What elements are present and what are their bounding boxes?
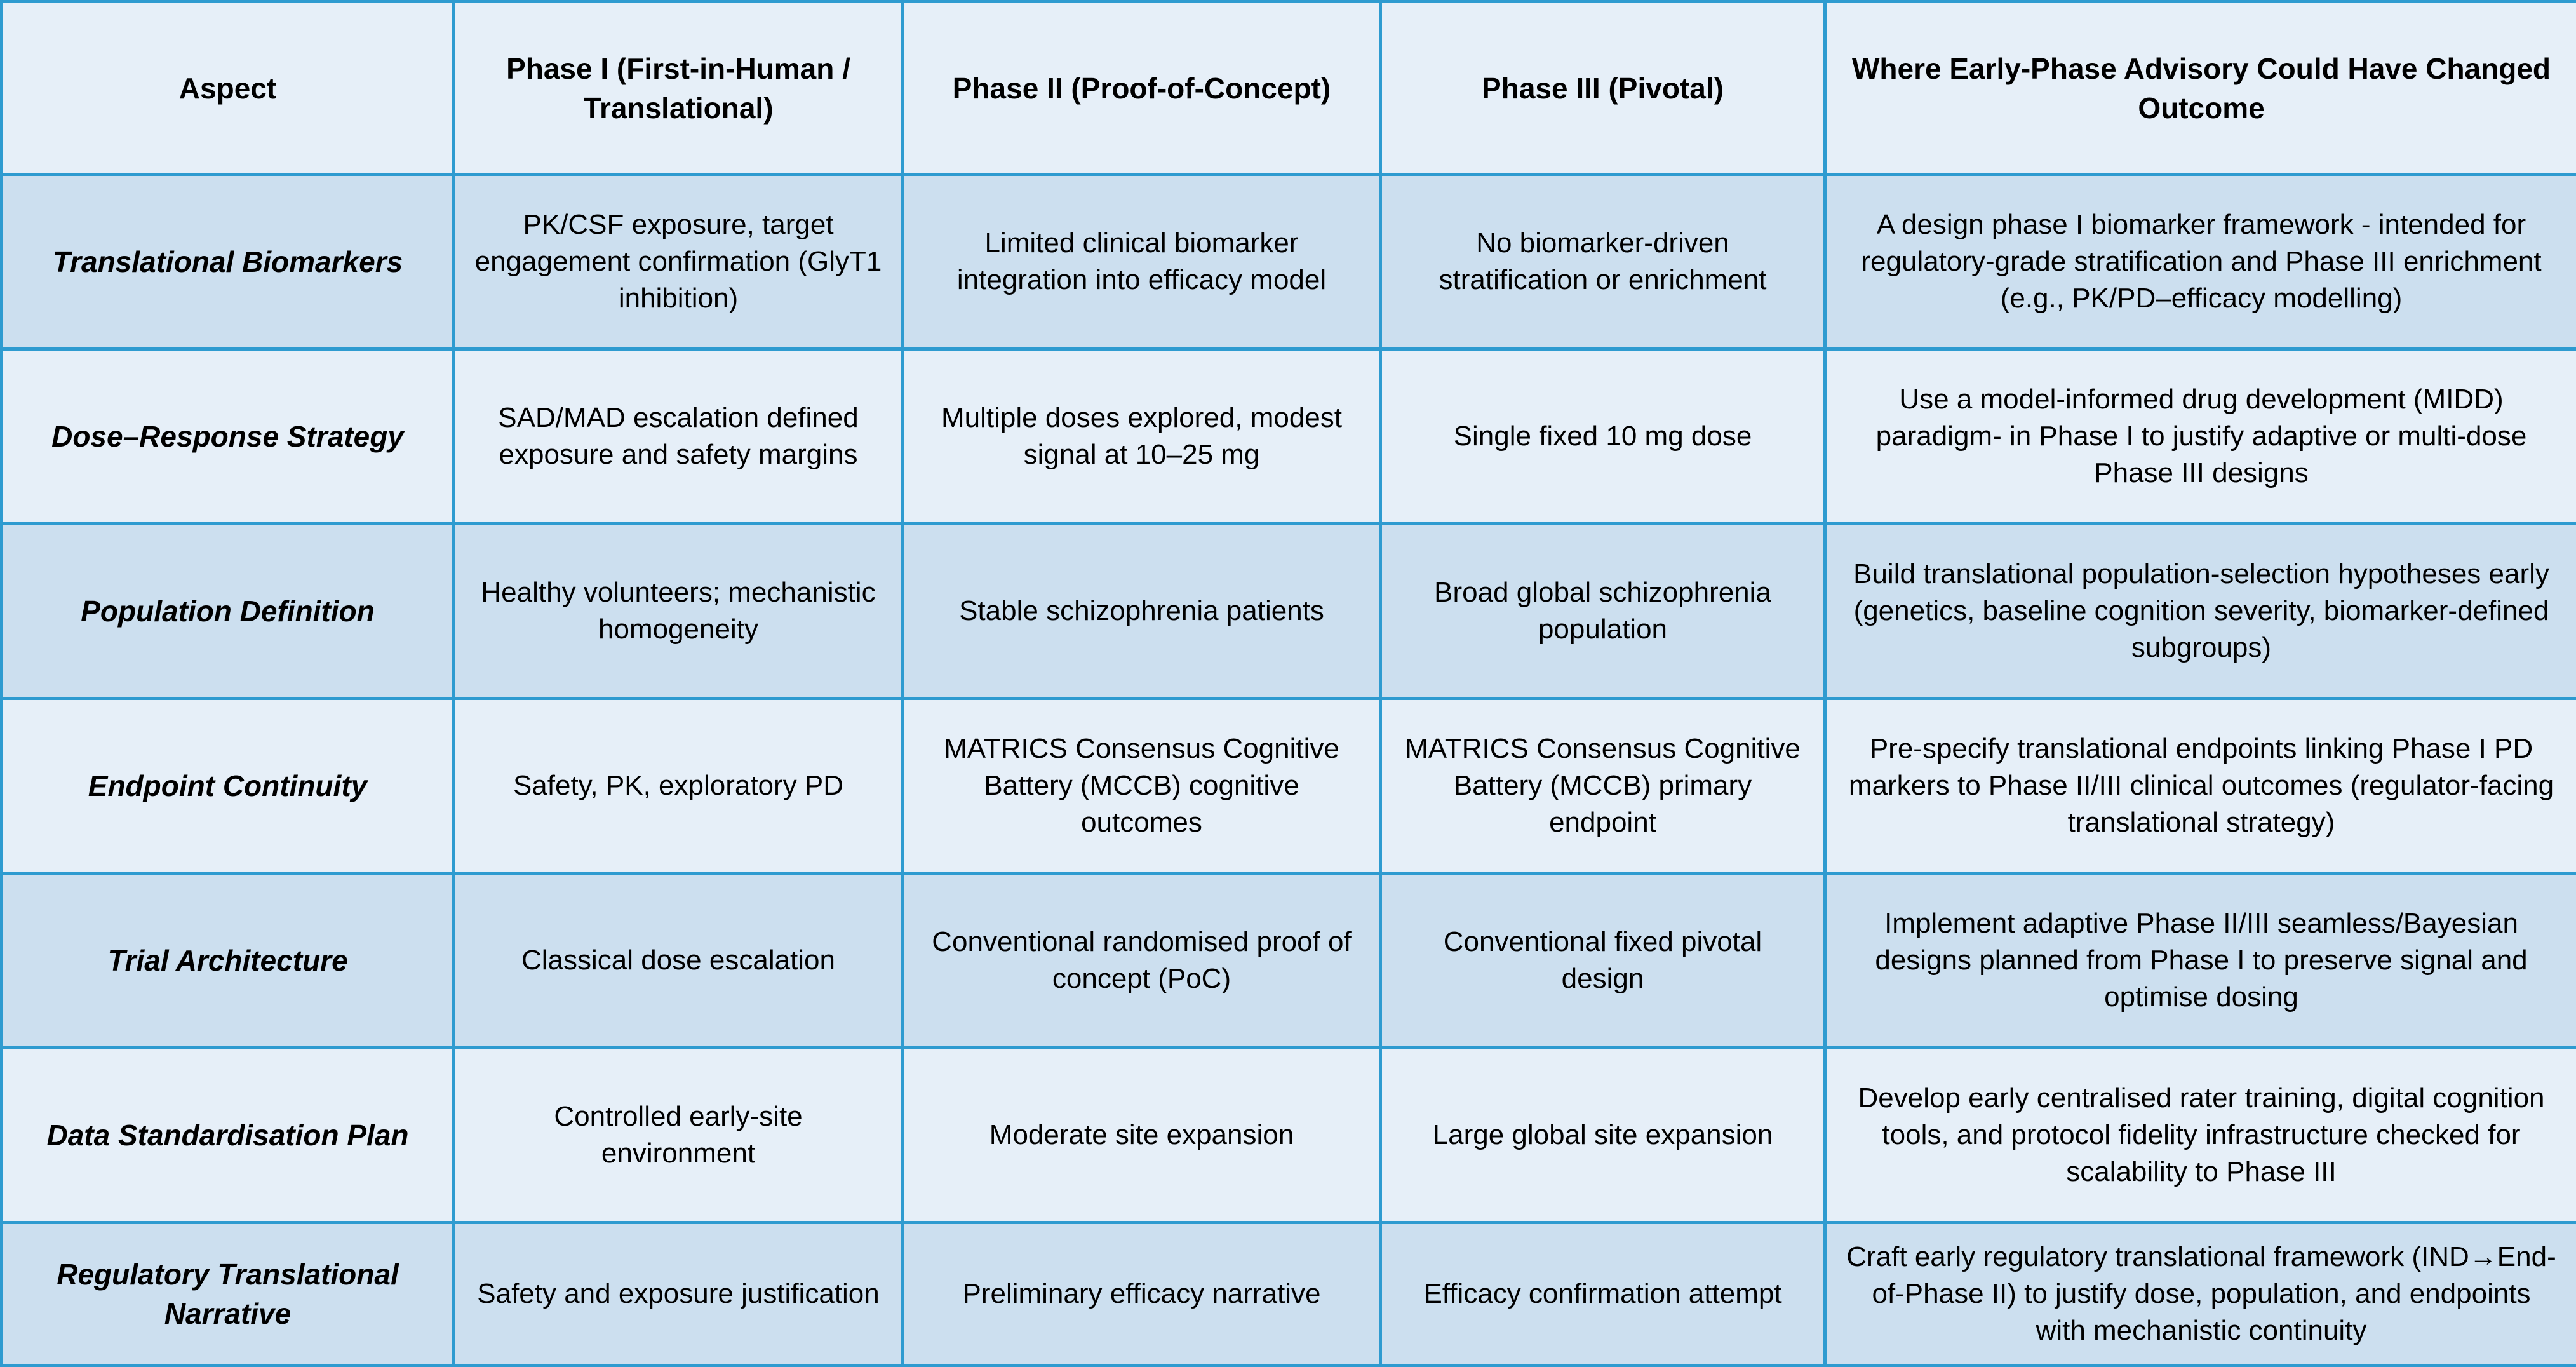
phase-1-cell: Safety and exposure justification [454,1223,903,1366]
phase-1-cell: Healthy volunteers; mechanistic homogeneity [454,524,903,699]
table-row [2,175,2576,349]
header-phase-2: Phase II (Proof-of-Concept) [903,2,1381,175]
advisory-cell: Build translational population-selection hypotheses early (genetics, baseline cognition severity, biomarker-defined subgroups) [1825,524,2576,699]
header-phase-3: Phase III (Pivotal) [1381,2,1825,175]
table-row [2,873,2576,1048]
phase-3-cell: Broad global schizophrenia population [1381,524,1825,699]
phase-1-cell: Controlled early-site environment [454,1048,903,1223]
table-row [2,699,2576,873]
header-aspect: Aspect [2,2,454,175]
phase-1-cell: Safety, PK, exploratory PD [454,699,903,873]
phase-3-cell: MATRICS Consensus Cognitive Battery (MCCB) primary endpoint [1381,699,1825,873]
advisory-cell: Use a model-informed drug development (MIDD) paradigm- in Phase I to justify adaptive or multi-dose Phase III designs [1825,349,2576,524]
advisory-cell: Craft early regulatory translational framework (IND→End-of-Phase II) to justify dose, population, and endpoints with mechanistic continuity [1825,1223,2576,1366]
phase-1-cell: SAD/MAD escalation defined exposure and safety margins [454,349,903,524]
phase-2-cell: Multiple doses explored, modest signal at 10–25 mg [903,349,1381,524]
table-row [2,524,2576,699]
phase-3-cell: Large global site expansion [1381,1048,1825,1223]
phase-2-cell: Stable schizophrenia patients [903,524,1381,699]
advisory-cell: Pre-specify translational endpoints linking Phase I PD markers to Phase II/III clinical outcomes (regulator-facing translational strategy) [1825,699,2576,873]
aspect-cell: Endpoint Continuity [2,699,454,873]
aspect-cell: Data Standardisation Plan [2,1048,454,1223]
phase-2-cell: Moderate site expansion [903,1048,1381,1223]
header-phase-1: Phase I (First-in-Human / Translational) [454,2,903,175]
aspect-cell: Population Definition [2,524,454,699]
advisory-cell: Implement adaptive Phase II/III seamless/Bayesian designs planned from Phase I to preserve signal and optimise dosing [1825,873,2576,1048]
table-row [2,349,2576,524]
phase-1-cell: PK/CSF exposure, target engagement confirmation (GlyT1 inhibition) [454,175,903,349]
aspect-cell: Translational Biomarkers [2,175,454,349]
table-row [2,1223,2576,1366]
aspect-cell: Regulatory Translational Narrative [2,1223,454,1366]
phase-3-cell: Conventional fixed pivotal design [1381,873,1825,1048]
phase-2-cell: Conventional randomised proof of concept (PoC) [903,873,1381,1048]
table-header-row [2,2,2576,175]
table-row [2,1048,2576,1223]
header-advisory: Where Early-Phase Advisory Could Have Changed Outcome [1825,2,2576,175]
aspect-cell: Trial Architecture [2,873,454,1048]
phase-2-cell: Preliminary efficacy narrative [903,1223,1381,1366]
phase-3-cell: Single fixed 10 mg dose [1381,349,1825,524]
aspect-cell: Dose–Response Strategy [2,349,454,524]
phase-3-cell: Efficacy confirmation attempt [1381,1223,1825,1366]
phase-2-cell: Limited clinical biomarker integration into efficacy model [903,175,1381,349]
phase-1-cell: Classical dose escalation [454,873,903,1048]
phase-3-cell: No biomarker-driven stratification or enrichment [1381,175,1825,349]
phase-2-cell: MATRICS Consensus Cognitive Battery (MCCB) cognitive outcomes [903,699,1381,873]
advisory-cell: Develop early centralised rater training, digital cognition tools, and protocol fidelity infrastructure checked for scalability to Phase III [1825,1048,2576,1223]
advisory-cell: A design phase I biomarker framework - intended for regulatory-grade stratification and Phase III enrichment (e.g., PK/PD–efficacy modelling) [1825,175,2576,349]
